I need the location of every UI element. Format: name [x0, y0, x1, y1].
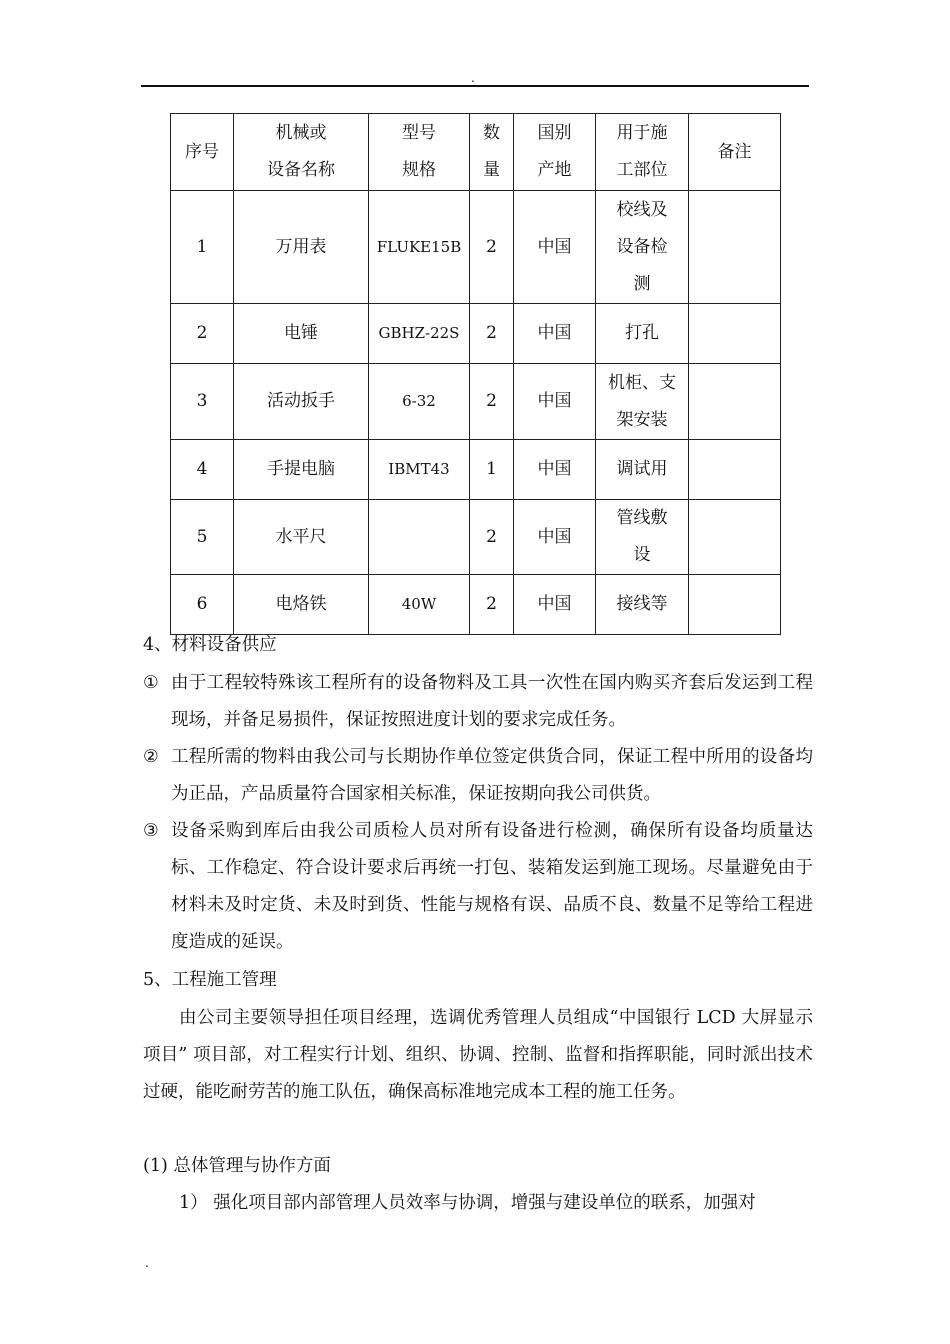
equipment-table	[170, 113, 781, 635]
cell-quantity: 2	[470, 191, 514, 304]
header-text: 备注	[717, 141, 752, 162]
header-text: 序号	[185, 141, 219, 162]
header-text: 机械或 设备名称	[267, 123, 335, 180]
item-text: 由于工程较特殊该工程所有的设备物料及工具一次性在国内购买齐套后发运到工程现场，并备足易损件，保证按照进度计划的要求完成任务。	[171, 673, 813, 730]
cell-index: 2	[171, 304, 234, 364]
cell-usage	[596, 440, 689, 500]
header-cell	[470, 114, 514, 191]
item-number: ②	[143, 747, 159, 767]
usage-text: 管线敷 设	[616, 508, 668, 565]
item-number: ③	[143, 821, 159, 841]
cell-model	[369, 500, 470, 575]
item-text: 设备采购到库后由我公司质检人员对所有设备进行检测，确保所有设备均质量达标、工作稳定、符合设计要求后再统一打包、装箱发运到施工现场。尽量避免由于材料未及时定货、未及时到货、性能与规格有误、品质不良、数量不足等给工程进度造成的延误。	[171, 821, 813, 952]
cell-origin: 中国	[514, 191, 596, 304]
table-header-row	[171, 114, 781, 191]
table-row	[171, 191, 781, 304]
table-row	[171, 575, 781, 635]
cell-quantity: 2	[470, 364, 514, 440]
usage-text: 打孔	[625, 323, 659, 343]
cell-model: 6-32	[369, 364, 470, 440]
cell-origin: 中国	[514, 304, 596, 364]
cell-model: GBHZ-22S	[369, 304, 470, 364]
header-cell	[596, 114, 689, 191]
usage-text: 接线等	[616, 594, 668, 614]
cell-remark	[689, 500, 781, 575]
section-5-heading: 5、工程施工管理	[143, 970, 277, 990]
table-row	[171, 364, 781, 440]
cell-usage	[596, 500, 689, 575]
list-item	[143, 813, 813, 961]
header-cell	[689, 114, 781, 191]
cell-index: 1	[171, 191, 234, 304]
header-cell	[514, 114, 596, 191]
cell-index: 6	[171, 575, 234, 635]
cell-usage	[596, 575, 689, 635]
section-5-paragraph: 由公司主要领导担任项目经理，选调优秀管理人员组成“中国银行 LCD 大屏显示项目” 项目部，对工程实行计划、组织、协调、控制、监督和指挥职能，同时派出技术过硬，能吃耐劳苦的施工队伍，确保高标准地完成本工程的施工任务。	[143, 1008, 813, 1102]
cell-remark	[689, 364, 781, 440]
cell-remark	[689, 575, 781, 635]
sub-item: 1） 强化项目部内部管理人员效率与协调，增强与建设单位的联系，加强对	[179, 1193, 756, 1213]
usage-text: 校线及 设备检 测	[616, 199, 668, 294]
cell-quantity: 2	[470, 500, 514, 575]
cell-origin: 中国	[514, 575, 596, 635]
cell-model: 40W	[369, 575, 470, 635]
header-cell	[171, 114, 234, 191]
footer-mark: .	[145, 1256, 149, 1270]
cell-index: 5	[171, 500, 234, 575]
table-row	[171, 440, 781, 500]
cell-remark	[689, 440, 781, 500]
header-text: 型号 规格	[402, 123, 436, 180]
cell-origin: 中国	[514, 500, 596, 575]
table-row	[171, 304, 781, 364]
cell-usage	[596, 304, 689, 364]
subheading: (1) 总体管理与协作方面	[143, 1156, 331, 1176]
cell-remark	[689, 191, 781, 304]
cell-remark	[689, 304, 781, 364]
cell-index: 3	[171, 364, 234, 440]
cell-usage	[596, 364, 689, 440]
section-4-heading: 4、材料设备供应	[143, 635, 277, 655]
cell-equipment-name: 水平尺	[234, 500, 369, 575]
header-cell	[369, 114, 470, 191]
usage-text: 机柜、支 架安装	[608, 372, 676, 430]
cell-equipment-name: 万用表	[234, 191, 369, 304]
cell-equipment-name: 手提电脑	[234, 440, 369, 500]
item-text: 工程所需的物料由我公司与长期协作单位签定供货合同，保证工程中所用的设备均为正品，产品质量符合国家相关标准，保证按期向我公司供货。	[171, 747, 813, 804]
cell-quantity: 2	[470, 575, 514, 635]
header-text: 国别 产地	[537, 123, 572, 180]
cell-equipment-name: 活动扳手	[234, 364, 369, 440]
cell-origin: 中国	[514, 364, 596, 440]
item-number: ①	[143, 673, 159, 693]
cell-quantity: 1	[470, 440, 514, 500]
header-mark: .	[471, 71, 475, 85]
usage-text: 调试用	[616, 459, 668, 479]
list-item	[143, 665, 813, 739]
cell-equipment-name: 电锤	[234, 304, 369, 364]
cell-equipment-name: 电烙铁	[234, 575, 369, 635]
list-item	[143, 739, 813, 813]
header-text: 用于施 工部位	[616, 123, 668, 180]
cell-index: 4	[171, 440, 234, 500]
cell-model: FLUKE15B	[369, 191, 470, 304]
cell-model: IBMT43	[369, 440, 470, 500]
cell-usage	[596, 191, 689, 304]
header-text: 数 量	[483, 123, 500, 180]
cell-origin: 中国	[514, 440, 596, 500]
header-rule	[141, 85, 809, 87]
cell-quantity: 2	[470, 304, 514, 364]
header-cell	[234, 114, 369, 191]
table-row	[171, 500, 781, 575]
